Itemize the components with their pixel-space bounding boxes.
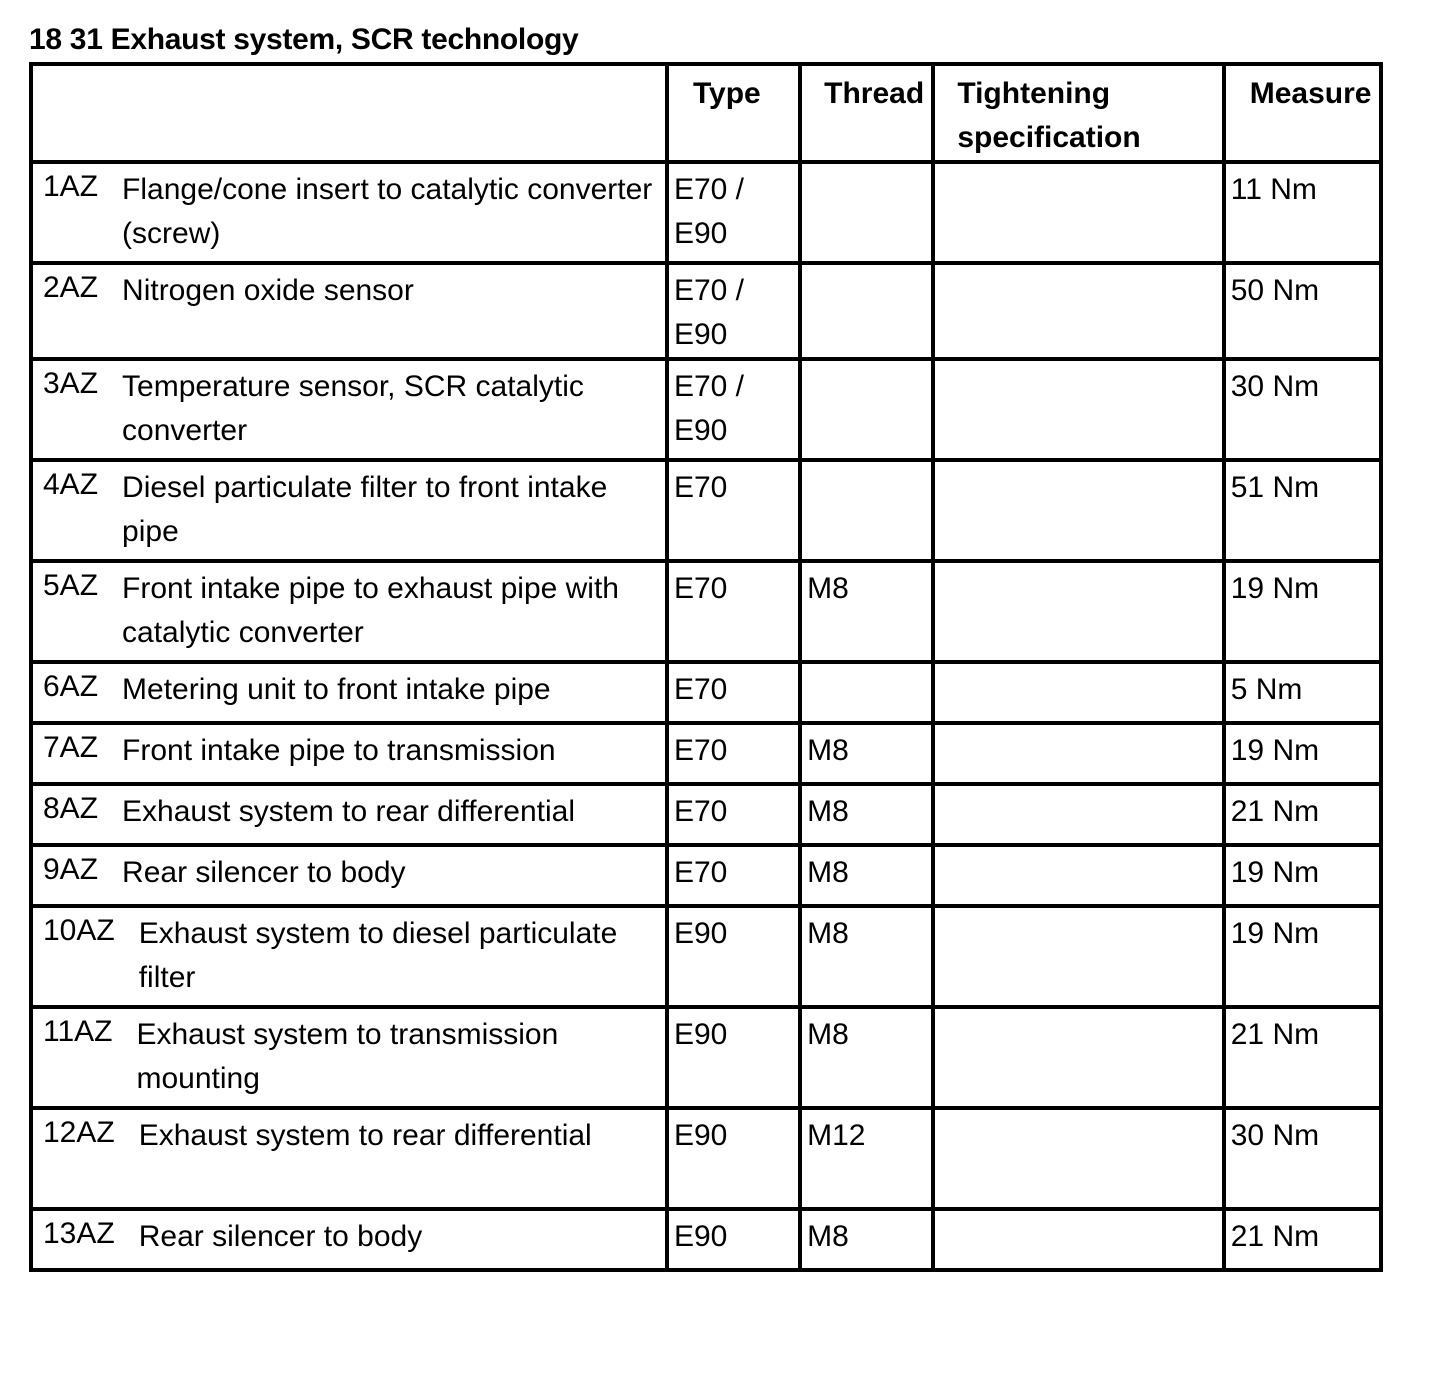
measure-cell: 19 Nm bbox=[1224, 845, 1381, 906]
tightening-cell bbox=[933, 359, 1223, 460]
tightening-cell bbox=[933, 1209, 1223, 1270]
type-cell: E70 bbox=[667, 723, 800, 784]
description-cell bbox=[31, 561, 667, 662]
table-row bbox=[31, 784, 1381, 845]
row-description: Exhaust system to diesel particulate filter bbox=[138, 917, 618, 994]
type-cell: E70 / E90 bbox=[667, 263, 800, 359]
type-cell: E90 bbox=[667, 906, 800, 1007]
description-cell bbox=[31, 723, 667, 784]
type-cell: E70 bbox=[667, 561, 800, 662]
description-cell bbox=[31, 662, 667, 723]
measure-cell: 21 Nm bbox=[1224, 784, 1381, 845]
tightening-cell bbox=[933, 561, 1223, 662]
row-code: 11AZ bbox=[43, 1015, 113, 1048]
row-code: 10AZ bbox=[43, 914, 115, 947]
measure-cell: 50 Nm bbox=[1224, 263, 1381, 359]
thread-cell bbox=[800, 359, 933, 460]
table-row bbox=[31, 1007, 1381, 1108]
type-cell: E70 / E90 bbox=[667, 359, 800, 460]
table-header-row bbox=[31, 64, 1381, 162]
measure-cell: 30 Nm bbox=[1224, 359, 1381, 460]
row-code: 12AZ bbox=[43, 1116, 115, 1149]
tightening-cell bbox=[933, 263, 1223, 359]
row-code: 6AZ bbox=[43, 670, 99, 703]
row-description: Front intake pipe to transmission bbox=[122, 734, 556, 767]
torque-spec-table bbox=[29, 62, 1383, 1272]
row-description: Front intake pipe to exhaust pipe with catalytic converter bbox=[122, 572, 619, 649]
table-row bbox=[31, 662, 1381, 723]
description-cell bbox=[31, 1209, 667, 1270]
measure-cell: 11 Nm bbox=[1224, 162, 1381, 263]
row-description: Diesel particulate filter to front intake pipe bbox=[122, 471, 608, 548]
thread-cell: M8 bbox=[800, 784, 933, 845]
row-code: 7AZ bbox=[43, 731, 99, 764]
row-description: Rear silencer to body bbox=[122, 856, 406, 889]
row-code: 5AZ bbox=[43, 569, 99, 602]
thread-cell: M8 bbox=[800, 1007, 933, 1108]
table-row bbox=[31, 1108, 1381, 1209]
row-description: Nitrogen oxide sensor bbox=[122, 274, 414, 307]
tightening-cell bbox=[933, 162, 1223, 263]
measure-cell: 21 Nm bbox=[1224, 1007, 1381, 1108]
description-cell bbox=[31, 460, 667, 561]
row-code: 2AZ bbox=[43, 271, 99, 304]
description-cell bbox=[31, 1007, 667, 1108]
thread-cell: M8 bbox=[800, 561, 933, 662]
tightening-cell bbox=[933, 906, 1223, 1007]
table-row bbox=[31, 906, 1381, 1007]
measure-cell: 30 Nm bbox=[1224, 1108, 1381, 1209]
row-code: 3AZ bbox=[43, 367, 99, 400]
type-cell: E70 bbox=[667, 845, 800, 906]
measure-cell: 19 Nm bbox=[1224, 723, 1381, 784]
thread-cell bbox=[800, 263, 933, 359]
page-title: 18 31 Exhaust system, SCR technology bbox=[29, 23, 579, 56]
row-code: 8AZ bbox=[43, 792, 99, 825]
row-code: 13AZ bbox=[43, 1217, 115, 1250]
thread-cell bbox=[800, 662, 933, 723]
description-cell bbox=[31, 263, 667, 359]
type-cell: E70 bbox=[667, 784, 800, 845]
table-row bbox=[31, 723, 1381, 784]
type-cell: E70 bbox=[667, 662, 800, 723]
table-row bbox=[31, 460, 1381, 561]
table-row bbox=[31, 162, 1381, 263]
table-row bbox=[31, 359, 1381, 460]
thread-cell: M8 bbox=[800, 906, 933, 1007]
measure-cell: 21 Nm bbox=[1224, 1209, 1381, 1270]
tightening-cell bbox=[933, 1108, 1223, 1209]
type-cell: E70 bbox=[667, 460, 800, 561]
thread-cell bbox=[800, 460, 933, 561]
measure-cell: 19 Nm bbox=[1224, 906, 1381, 1007]
type-cell: E90 bbox=[667, 1209, 800, 1270]
type-cell: E90 bbox=[667, 1108, 800, 1209]
tightening-cell bbox=[933, 662, 1223, 723]
header-measure: Measure bbox=[1224, 64, 1381, 162]
row-description: Metering unit to front intake pipe bbox=[122, 673, 551, 706]
tightening-cell bbox=[933, 460, 1223, 561]
row-code: 4AZ bbox=[43, 468, 99, 501]
tightening-cell bbox=[933, 845, 1223, 906]
thread-cell: M8 bbox=[800, 845, 933, 906]
table-row bbox=[31, 263, 1381, 359]
header-type: Type bbox=[667, 64, 800, 162]
thread-cell: M8 bbox=[800, 723, 933, 784]
measure-cell: 51 Nm bbox=[1224, 460, 1381, 561]
tightening-cell bbox=[933, 723, 1223, 784]
description-cell bbox=[31, 359, 667, 460]
table-row bbox=[31, 1209, 1381, 1270]
header-tightening-specification: Tightening specification bbox=[933, 64, 1223, 162]
row-code: 1AZ bbox=[43, 170, 99, 203]
row-description: Temperature sensor, SCR catalytic converter bbox=[122, 370, 584, 447]
description-cell bbox=[31, 784, 667, 845]
thread-cell: M12 bbox=[800, 1108, 933, 1209]
header-thread: Thread bbox=[800, 64, 933, 162]
header-description bbox=[31, 64, 667, 162]
tightening-cell bbox=[933, 784, 1223, 845]
measure-cell: 19 Nm bbox=[1224, 561, 1381, 662]
row-description: Exhaust system to rear differential bbox=[122, 795, 576, 828]
description-cell bbox=[31, 1108, 667, 1209]
table-row bbox=[31, 561, 1381, 662]
type-cell: E70 / E90 bbox=[667, 162, 800, 263]
thread-cell bbox=[800, 162, 933, 263]
description-cell bbox=[31, 845, 667, 906]
row-code: 9AZ bbox=[43, 853, 99, 886]
row-description: Exhaust system to transmission mounting bbox=[136, 1018, 559, 1095]
row-description: Rear silencer to body bbox=[138, 1220, 423, 1253]
tightening-cell bbox=[933, 1007, 1223, 1108]
row-description: Flange/cone insert to catalytic converter (screw) bbox=[122, 173, 653, 250]
table-row bbox=[31, 845, 1381, 906]
description-cell bbox=[31, 162, 667, 263]
thread-cell: M8 bbox=[800, 1209, 933, 1270]
measure-cell: 5 Nm bbox=[1224, 662, 1381, 723]
type-cell: E90 bbox=[667, 1007, 800, 1108]
row-description: Exhaust system to rear differential bbox=[138, 1119, 592, 1152]
description-cell bbox=[31, 906, 667, 1007]
